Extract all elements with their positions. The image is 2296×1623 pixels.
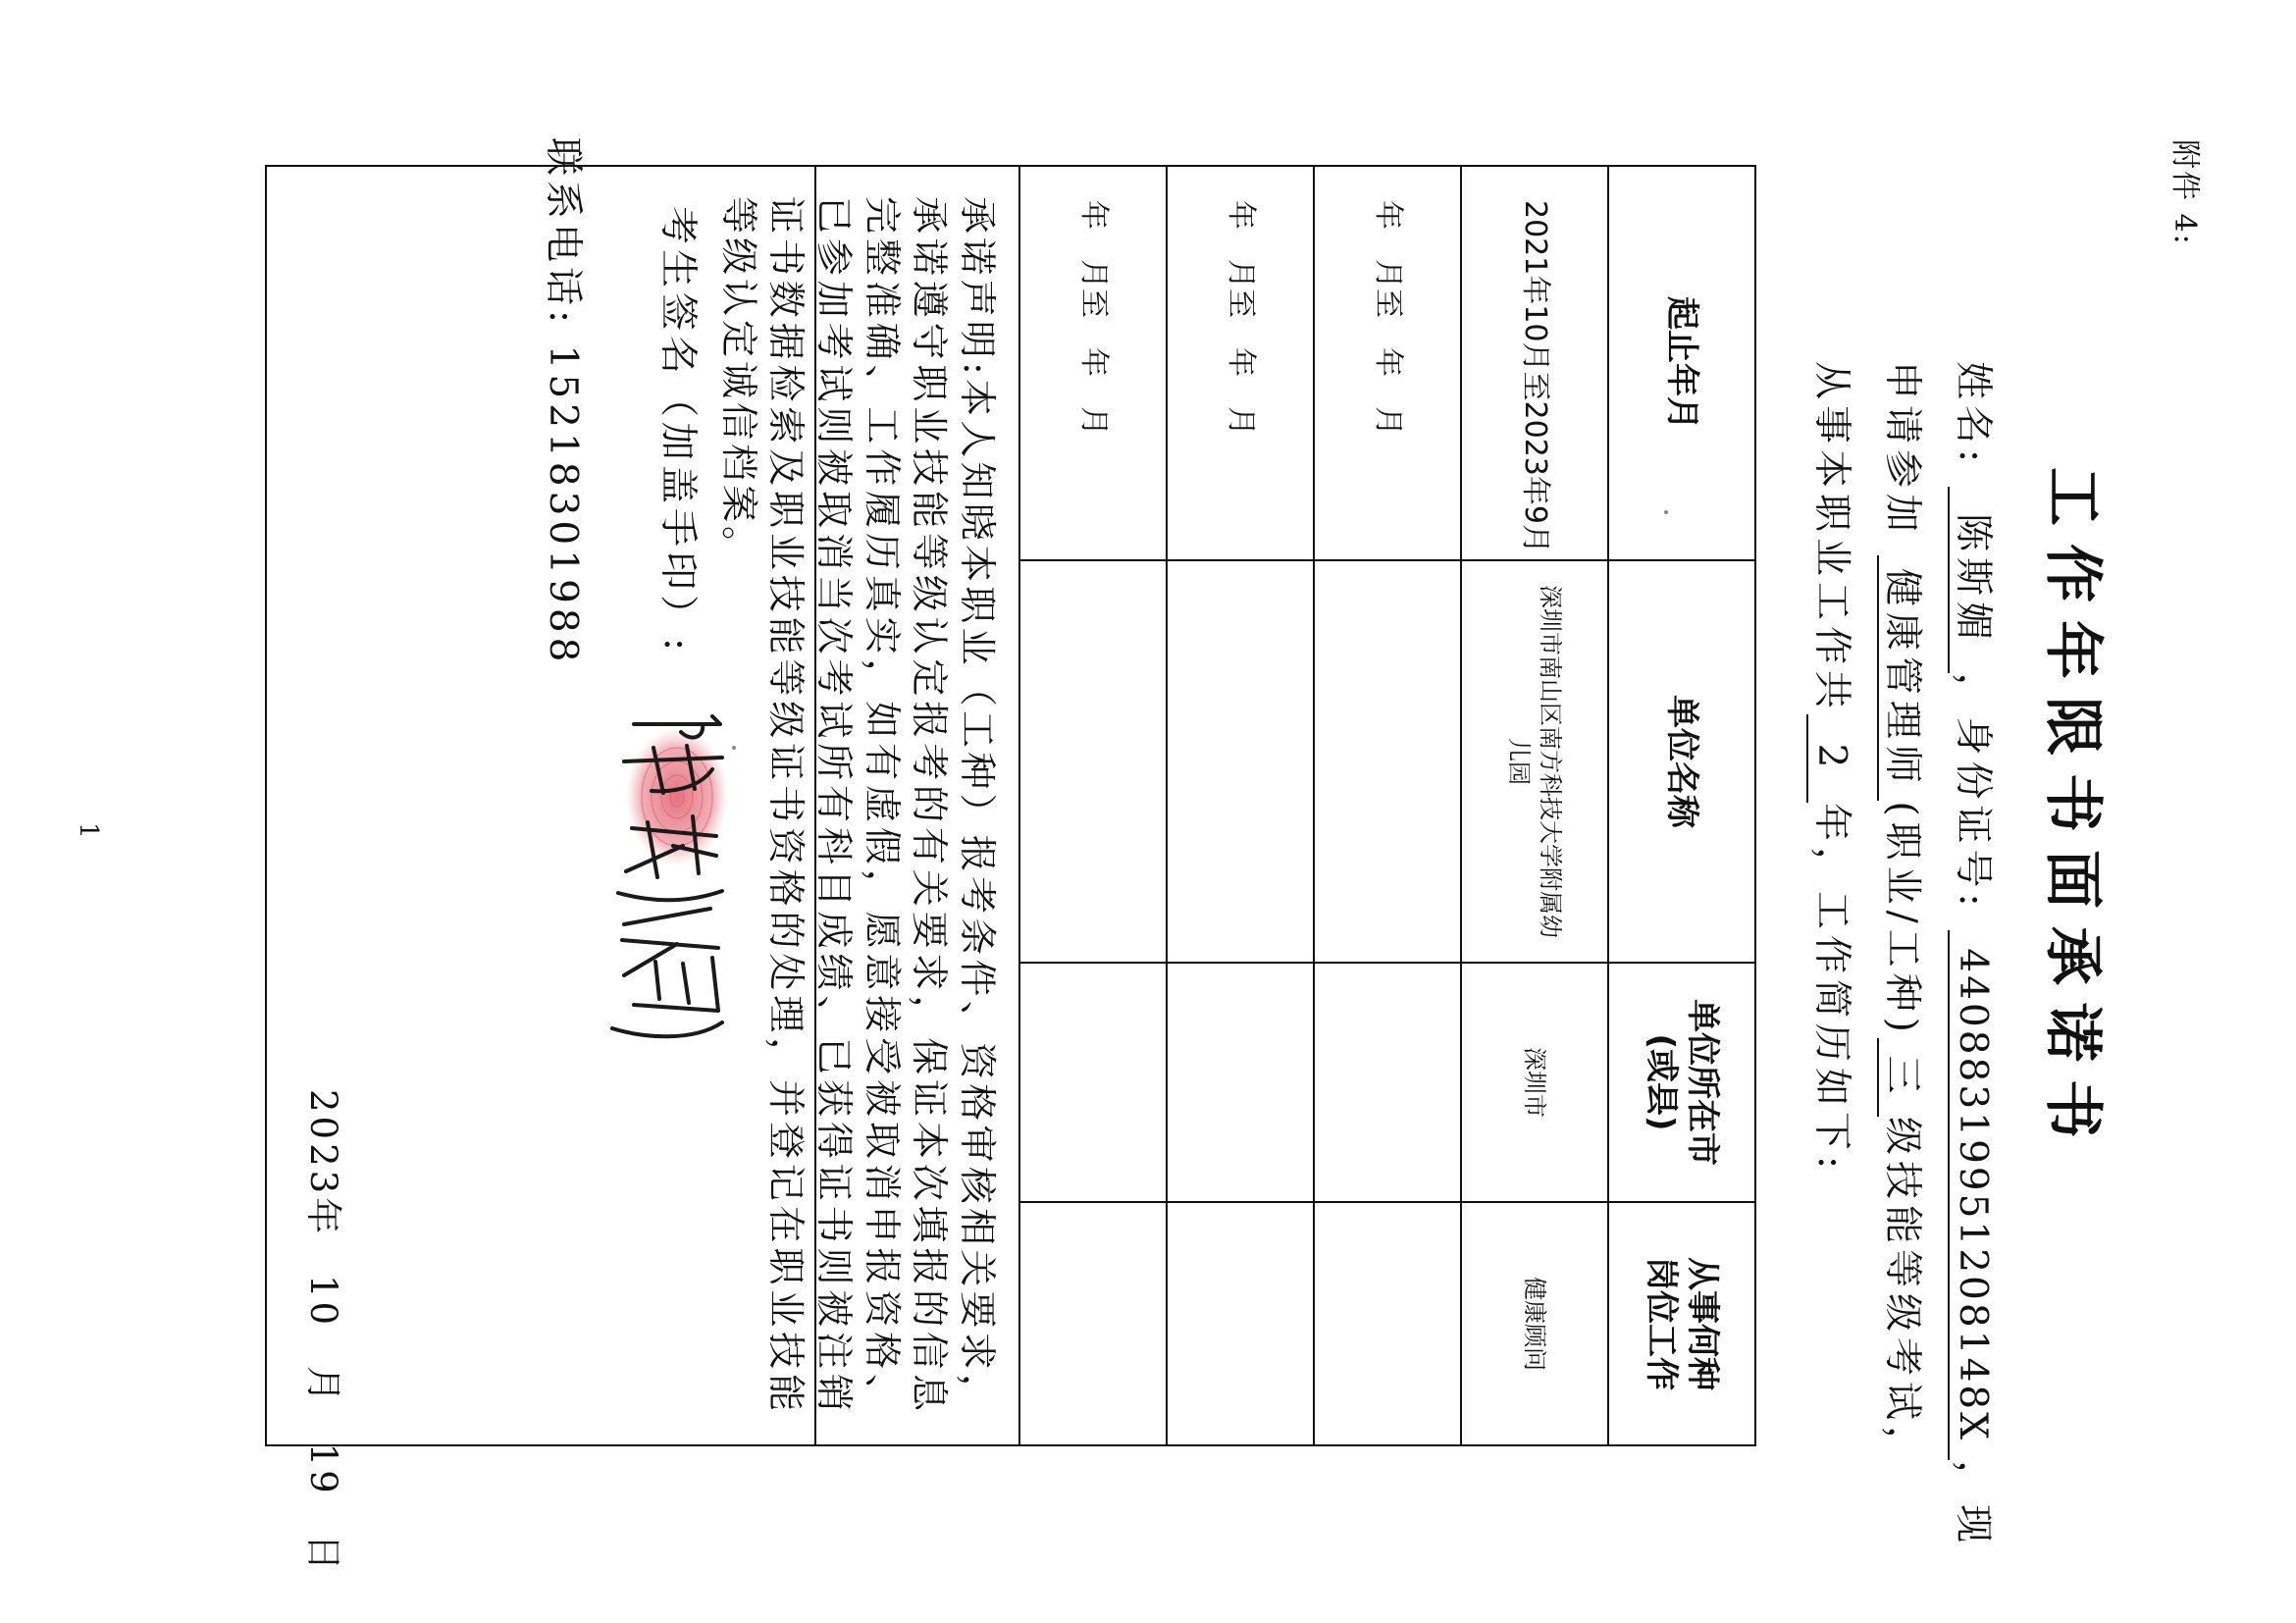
signature-label: 考生签名（加盖手印）: [655, 206, 700, 656]
handwritten-signature [595, 699, 742, 1062]
apply-prefix-tail: ，现 [1951, 1460, 1995, 1549]
date-month: 10 [302, 1274, 344, 1330]
row2-position [1313, 1203, 1460, 1444]
row1-position: 健康顾问 [1460, 1203, 1607, 1444]
declaration-line-3 [1806, 361, 1862, 1175]
contact-phone [539, 137, 594, 667]
phone-label: 联系电话: [541, 137, 585, 329]
id-label: ，身份证号: [1951, 672, 1995, 913]
occupation-value: 健康管理师 [1877, 555, 1923, 801]
scan-speck [732, 746, 736, 750]
years-value: 2 [1806, 714, 1852, 803]
date-day: 19 [302, 1442, 344, 1497]
level-value: 三 [1877, 1038, 1923, 1117]
id-value: 44088319951208148X [1948, 930, 1994, 1460]
statement-label: 承诺声明: [956, 196, 999, 379]
row3-unit [1166, 561, 1313, 964]
work-suffix: 年，工作简历如下: [1809, 803, 1853, 1176]
header-position: 从事何种 岗位工作 [1607, 1203, 1754, 1444]
date-year: 2023年 [302, 1089, 344, 1238]
row4-city [1018, 964, 1166, 1203]
row4-position [1018, 1203, 1166, 1444]
row4-period: 年 月至 年 月 [1018, 167, 1166, 561]
attachment-label: 附件 4: [2167, 139, 2202, 246]
name-label: 姓名: [1951, 361, 1995, 469]
signing-date [300, 1089, 353, 1574]
header-unit: 单位名称 [1607, 561, 1754, 964]
name-value: 陈斯媚 [1948, 487, 1994, 673]
declaration-line-1 [1948, 361, 2004, 1548]
row3-period: 年 月至 年 月 [1166, 167, 1313, 561]
page-number: 1 [74, 822, 103, 839]
document-title: 工作年限书面承诺书 [2038, 467, 2107, 1156]
header-city: 单位所在市 (或县) [1607, 964, 1754, 1203]
row2-city [1313, 964, 1460, 1203]
date-day-unit: 日 [302, 1534, 344, 1575]
work-history-table [716, 165, 1756, 1446]
commitment-statement [716, 167, 1018, 1444]
date-month-unit: 月 [302, 1365, 344, 1406]
row1-city: 深圳市 [1460, 964, 1607, 1203]
row1-period: 2021年10月至2023年9月 [1460, 167, 1607, 561]
row2-period: 年 月至 年 月 [1313, 167, 1460, 561]
occupation-suffix: (职业/工种) [1880, 801, 1924, 1038]
level-suffix: 级技能等级考试， [1880, 1117, 1924, 1471]
row2-unit [1313, 561, 1460, 964]
scan-speck [1664, 510, 1668, 514]
header-period: 起止年月 [1607, 167, 1754, 561]
work-prefix: 从事本职业工作共 [1809, 361, 1853, 715]
declaration-line-2 [1877, 361, 1933, 1470]
statement-text: 本人知晓本职业（工种）报考条件、资格审核相关要求，承诺遵守职业技能等级认定报考的有关要求，保证本次填报的信息完整准确、工作履历真实，如有虚假，愿意接受被取消申报资格、已参加考试则被取消当次考试所有科目成绩、已获得证书则被注销证书数据检索及职业技能等级证书资格的处理，并登记在职业技能等级认定诚信档案。 [716, 196, 999, 1415]
row3-position [1166, 1203, 1313, 1444]
row4-unit [1018, 561, 1166, 964]
apply-label: 申请参加 [1880, 361, 1924, 539]
row1-unit: 深圳市南山区南方科技大学附属幼儿园 [1460, 561, 1607, 964]
phone-value: 15218301988 [541, 344, 585, 667]
row3-city [1166, 964, 1313, 1203]
